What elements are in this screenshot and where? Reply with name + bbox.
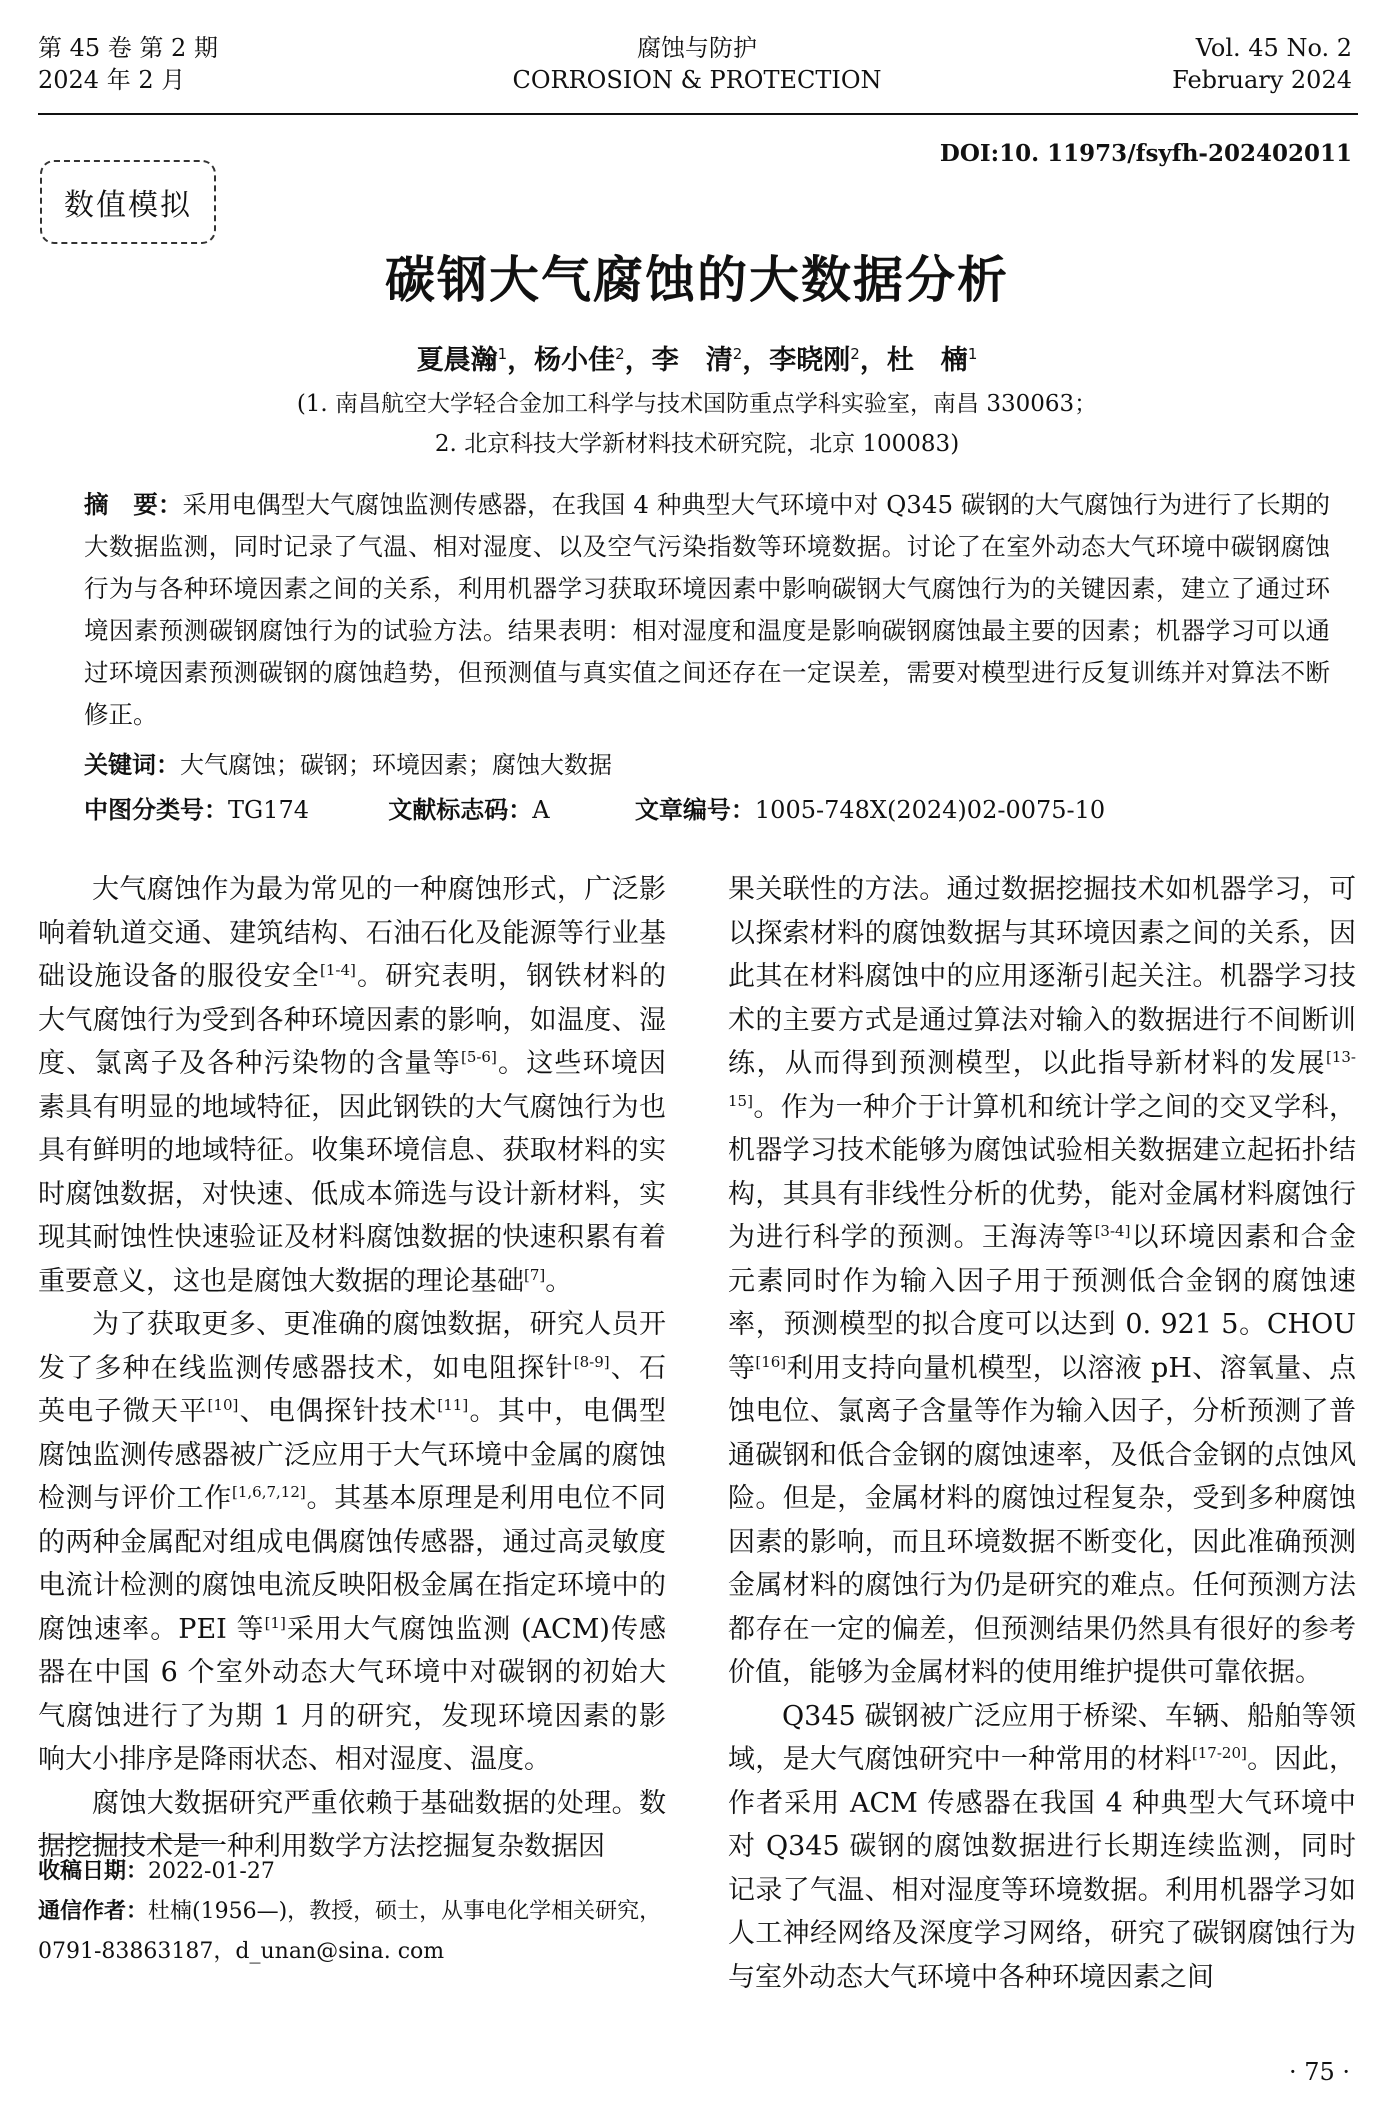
citation-ref: [13-15] — [728, 1048, 1356, 1110]
body-column-right — [728, 868, 1356, 1999]
body-text: 腐蚀大数据研究严重依赖于基础数据的处理。数据挖掘技术是一种利用数学方法挖掘复杂数据因 — [38, 1787, 666, 1862]
citation-ref: [16] — [755, 1352, 787, 1371]
body-text: 。 — [545, 1265, 573, 1297]
author-affiliation-mark: 2 — [615, 345, 625, 363]
body-text: Q345 碳钢被广泛应用于桥梁、车辆、船舶等领域，是大气腐蚀研究中一种常用的材料 — [728, 1700, 1356, 1775]
corresponding-value: 杜楠(1956—)，教授，硕士，从事电化学相关研究，0791-83863187，d_unan@sina. com — [38, 1899, 662, 1964]
article-number-label: 文章编号： — [634, 796, 755, 824]
body-text: 以环境因素和合金元素同时作为输入因子用于预测低合金钢的腐蚀速率，预测模型的拟合度可以达到 0. 921 5。CHOU 等 — [728, 1222, 1356, 1384]
author-separator: ， — [742, 345, 770, 376]
author-separator: ， — [859, 345, 887, 376]
citation-ref: [1-4] — [319, 961, 356, 979]
citation-ref: [3-4] — [1094, 1222, 1131, 1240]
received-date — [38, 1852, 678, 1892]
author-affiliation-mark: 2 — [850, 345, 860, 363]
citation-ref: [1,6,7,12] — [232, 1483, 306, 1501]
article-number-value: 1005-748X(2024)02-0075-10 — [754, 796, 1106, 824]
body-paragraph — [38, 868, 666, 1303]
keywords-label: 关键词： — [84, 751, 180, 779]
keywords-text: 大气腐蚀；碳钢；环境因素；腐蚀大数据 — [180, 751, 612, 779]
body-text: 、石英电子微天平 — [38, 1352, 667, 1427]
section-badge-label: 数值模拟 — [64, 188, 192, 223]
clc-value: TG174 — [228, 796, 309, 824]
journal-name-en: CORROSION & PROTECTION — [512, 66, 882, 94]
footnote-rule — [38, 1840, 218, 1841]
abstract-text: 采用电偶型大气腐蚀监测传感器，在我国 4 种典型大气环境中对 Q345 碳钢的大气腐蚀行为进行了长期的大数据监测，同时记录了气温、相对湿度、以及空气污染指数等环境数据。讨论了在室外动态大气环境中碳钢腐蚀行为与各种环境因素之间的关系，利用机器学习获取环境因素中影响碳钢大气腐蚀行为的关键因素，建立了通过环境因素预测碳钢腐蚀行为的试验方法。结果表明：相对湿度和温度是影响碳钢腐蚀最主要的因素；机器学习可以通过环境因素预测碳钢的腐蚀趋势，但预测值与真实值之间还存在一定误差，需要对模型进行反复训练并对算法不断修正。 — [84, 490, 1331, 729]
doc-code-label: 文献标志码： — [388, 796, 533, 824]
abstract — [84, 484, 1330, 736]
corresponding-author — [38, 1892, 678, 1972]
author-affiliation-mark: 2 — [732, 345, 743, 363]
keywords — [84, 745, 612, 780]
author-name: 李 清 — [651, 345, 733, 376]
doc-code-value: A — [532, 796, 550, 824]
body-text: 为了获取更多、更准确的腐蚀数据，研究人员开发了多种在线监测传感器技术，如电阻探针 — [38, 1309, 666, 1384]
body-text: 。研究表明，钢铁材料的大气腐蚀行为受到各种环境因素的影响，如温度、湿度、氯离子及各种污染物的含量等 — [38, 961, 667, 1079]
body-text: 。作为一种介于计算机和统计学之间的交叉学科，机器学习技术能够为腐蚀试验相关数据建立起拓扑结构，其具有非线性分析的优势，能对金属材料腐蚀行为进行科学的预测。王海涛等 — [728, 1091, 1356, 1253]
article-title: 碳钢大气腐蚀的大数据分析 — [385, 251, 1009, 309]
author-name: 杨小佳 — [534, 345, 616, 376]
corresponding-label: 通信作者： — [38, 1899, 149, 1924]
author-affiliation-mark: 1 — [497, 345, 508, 363]
body-text: 果关联性的方法。通过数据挖掘技术如机器学习，可以探索材料的腐蚀数据与其环境因素之间的关系，因此其在材料腐蚀中的应用逐渐引起关注。机器学习技术的主要方式是通过算法对输入的数据进行不间断训练，从而得到预测模型，以此指导新材料的发展 — [728, 874, 1356, 1079]
body-paragraph — [728, 868, 1356, 1695]
body-text: 、电偶探针技术 — [238, 1396, 438, 1427]
body-text: 。其基本原理是利用电位不同的两种金属配对组成电偶腐蚀传感器，通过高灵敏度电流计检测的腐蚀电流反映阳极金属在指定环境中的腐蚀速率。PEI 等 — [38, 1483, 667, 1645]
volume-issue-cn: 第 45 卷 第 2 期 — [38, 34, 218, 62]
clc-label: 中图分类号： — [84, 796, 228, 824]
affiliation-2: 2. 北京科技大学新材料技术研究院，北京 100083) — [434, 431, 960, 457]
citation-ref: [10] — [207, 1396, 239, 1414]
classification — [84, 790, 1105, 825]
citation-ref: [1] — [264, 1613, 286, 1632]
author-name: 杜 楠 — [886, 345, 968, 376]
author-name: 李晓刚 — [769, 345, 851, 376]
author-affiliation-mark: 1 — [967, 345, 978, 363]
affiliation-1: (1. 南昌航空大学轻合金加工科学与技术国防重点学科实验室，南昌 330063； — [296, 391, 1098, 417]
received-label: 收稿日期： — [38, 1859, 149, 1884]
doi: DOI:10. 11973/fsyfh-202402011 — [939, 140, 1352, 167]
footnote — [38, 1852, 678, 1972]
abstract-label: 摘 要： — [84, 490, 183, 519]
body-text: 。因此，作者采用 ACM 传感器在我国 4 种典型大气环境中对 Q345 碳钢的腐蚀数据进行长期连续监测，同时记录了气温、相对湿度等环境数据。利用机器学习如人工神经网络及深度学习网络，研究了碳钢腐蚀行为与室外动态大气环境中各种环境因素之间 — [728, 1744, 1357, 1993]
body-text: 。这些环境因素具有明显的地域特征，因此钢铁的大气腐蚀行为也具有鲜明的地域特征。收集环境信息、获取材料的实时腐蚀数据，对快速、低成本筛选与设计新材料，实现其耐蚀性快速验证及材料腐蚀数据的快速积累有着重要意义，这也是腐蚀大数据的理论基础 — [38, 1048, 667, 1297]
author-list — [0, 338, 1394, 377]
body-text: 采用大气腐蚀监测 (ACM)传感器在中国 6 个室外动态大气环境中对碳钢的初始大气腐蚀进行了为期 1 月的研究，发现环境因素的影响大小排序是降雨状态、相对湿度、温度。 — [38, 1613, 667, 1775]
author-separator: ， — [507, 345, 535, 376]
issue-date-cn: 2024 年 2 月 — [38, 66, 186, 94]
page-number: · 75 · — [1288, 2058, 1350, 2086]
received-value: 2022-01-27 — [148, 1859, 275, 1884]
header-volume-en — [1172, 32, 1352, 96]
header-rule — [38, 113, 1358, 115]
citation-ref: [11] — [437, 1396, 469, 1414]
citation-ref: [7] — [524, 1265, 546, 1284]
body-paragraph — [38, 1303, 666, 1782]
citation-ref: [17-20] — [1191, 1744, 1247, 1762]
author-separator: ， — [624, 345, 652, 376]
issue-date-en: February 2024 — [1172, 66, 1352, 94]
body-text: 大气腐蚀作为最为常见的一种腐蚀形式，广泛影响着轨道交通、建筑结构、石油石化及能源等行业基础设施设备的服役安全 — [38, 874, 666, 992]
body-text: 利用支持向量机模型，以溶液 pH、溶氧量、点蚀电位、氯离子含量等作为输入因子，分析预测了普通碳钢和低合金钢的腐蚀速率，及低合金钢的点蚀风险。但是，金属材料的腐蚀过程复杂，受到多种腐蚀因素的影响，而且环境数据不断变化，因此准确预测金属材料的腐蚀行为仍是研究的难点。任何预测方法都存在一定的偏差，但预测结果仍然具有很好的参考价值，能够为金属材料的使用维护提供可靠依据。 — [728, 1352, 1356, 1688]
body-paragraph — [728, 1695, 1356, 2000]
body-text: 。其中，电偶型腐蚀监测传感器被广泛应用于大气环境中金属的腐蚀检测与评价工作 — [38, 1396, 667, 1514]
journal-name-cn: 腐蚀与防护 — [637, 34, 757, 62]
citation-ref: [5-6] — [460, 1048, 497, 1066]
section-badge — [40, 160, 216, 244]
citation-ref: [8-9] — [573, 1352, 610, 1371]
body-column-left — [38, 868, 666, 1869]
author-name: 夏晨瀚 — [416, 345, 498, 376]
volume-issue-en: Vol. 45 No. 2 — [1195, 34, 1352, 62]
